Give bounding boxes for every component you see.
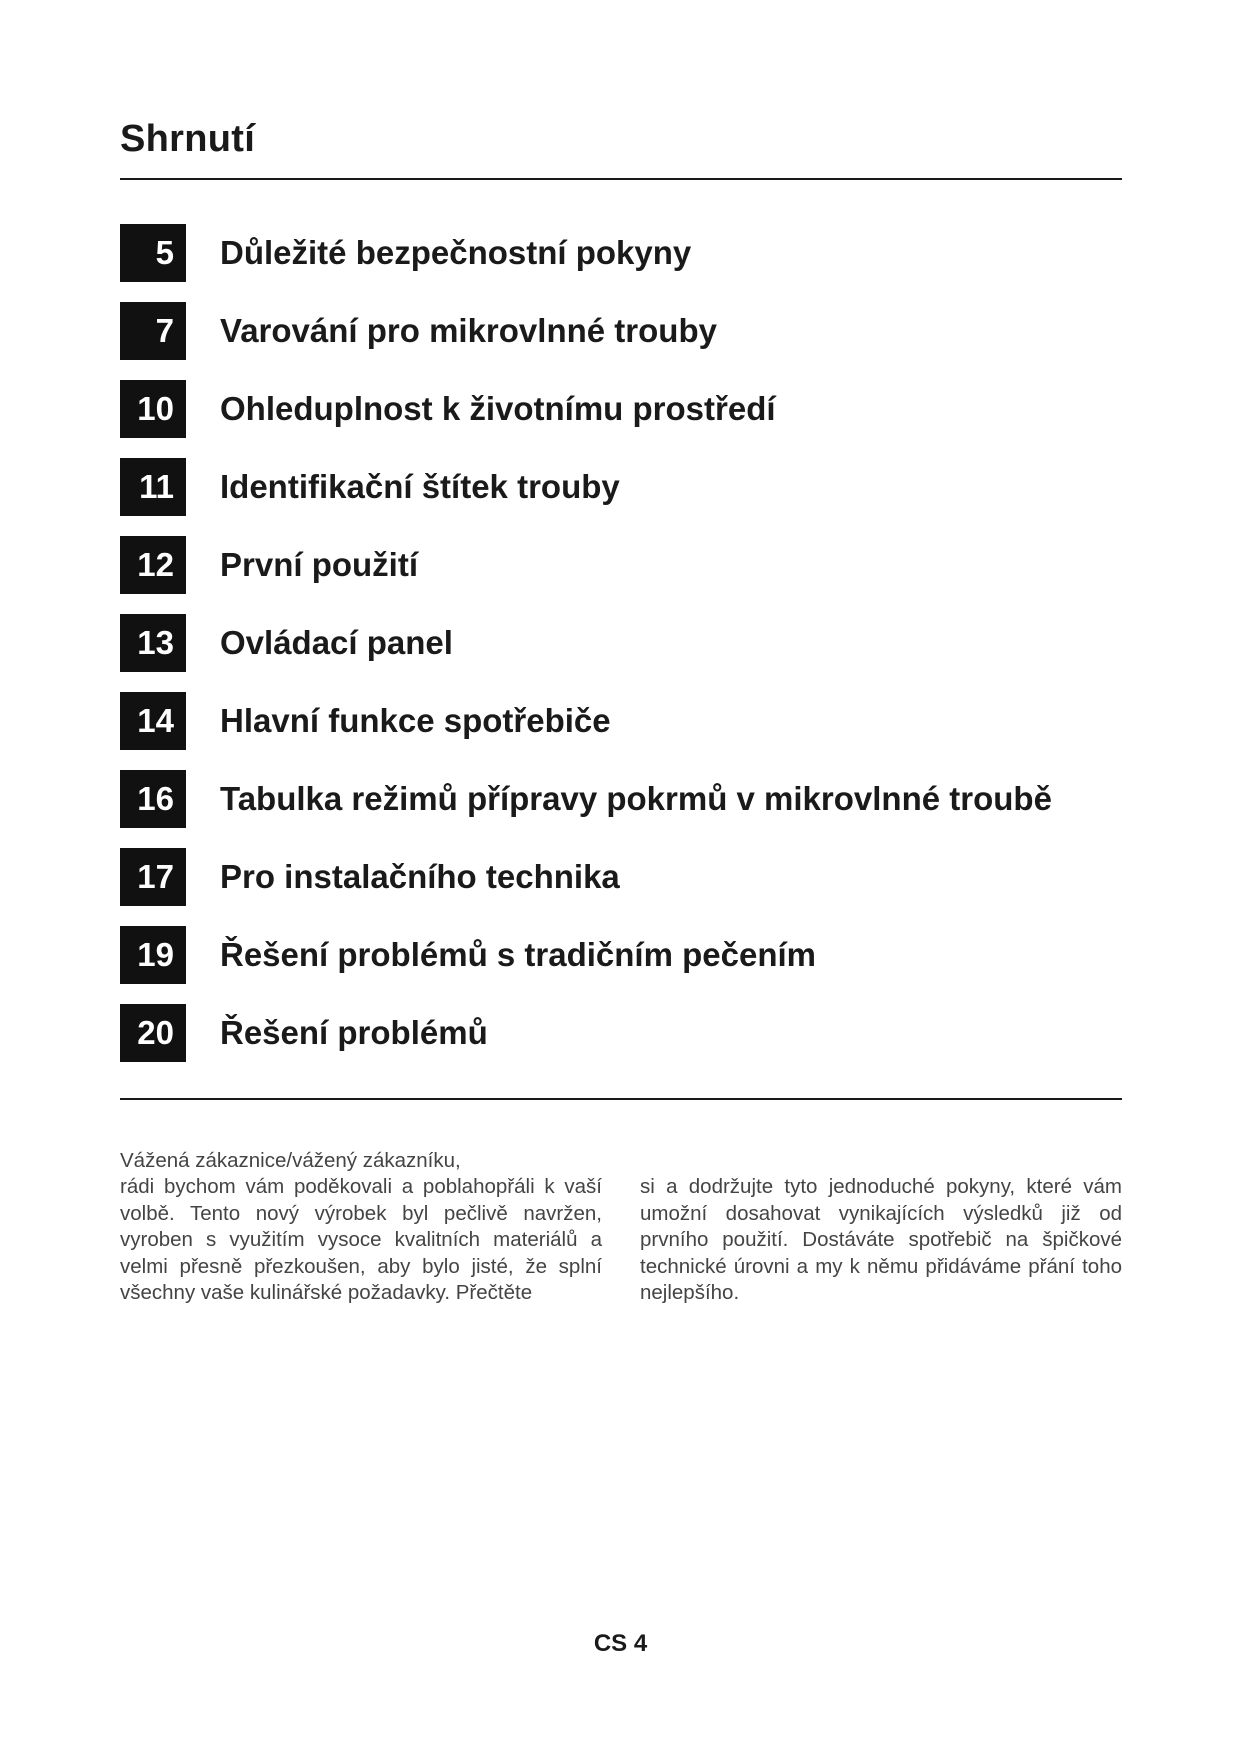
page-title: Shrnutí [120,118,256,160]
toc-page-number: 16 [120,770,186,828]
toc-entry[interactable] [120,458,1122,536]
toc-entry[interactable] [120,224,1122,302]
toc-entry-title: Pro instalačního technika [220,858,620,895]
toc-entry[interactable] [120,1004,1122,1082]
toc-page-number: 7 [120,302,186,360]
intro-section [120,1148,1122,1307]
page-footer: CS 4 [593,1630,648,1657]
toc-page-number: 11 [120,458,186,516]
toc-entry-title: Řešení problémů [220,1014,488,1051]
intro-text-left: rádi bychom vám poděkovali a poblahopřáli k vaší volbě. Tento nový výrobek byl pečlivě navržen, vyroben s využitím vysoce kvalitních materiálů a velmi přesně přezkoušen, aby bylo jisté, že splní všechny vaše kulinářské požadavky. Přečtěte [120,1175,602,1304]
toc-entry[interactable] [120,848,1122,926]
toc-page-number: 14 [120,692,186,750]
toc-entry-title: Identifikační štítek trouby [220,468,620,505]
toc-entry[interactable] [120,380,1122,458]
greeting: Vážená zákaznice/vážený zákazníku, [120,1149,461,1172]
toc-entry-title: Tabulka režimů přípravy pokrmů v mikrovlnné troubě [220,780,1052,817]
toc-entry-title: První použití [220,546,418,583]
toc-page-number: 5 [120,224,186,282]
toc-page-number: 10 [120,380,186,438]
intro-text-right: si a dodržujte tyto jednoduché pokyny, které vám umožní dosahovat vynikajících výsledků již od prvního použití. Dostáváte spotřebič na špičkové technické úrovni a my k němu přidáváme přání toho nejlepšího. [640,1175,1122,1304]
toc-entry-title: Varování pro mikrovlnné trouby [220,312,717,349]
toc-entry[interactable] [120,770,1122,848]
toc-entry-title: Ohleduplnost k životnímu prostředí [220,390,776,427]
toc-entry-title: Hlavní funkce spotřebiče [220,702,611,739]
toc-page-number: 20 [120,1004,186,1062]
intro-columns [120,1174,1122,1307]
toc-entry-title: Řešení problémů s tradičním pečením [220,936,816,973]
toc-entry[interactable] [120,692,1122,770]
toc-page-number: 17 [120,848,186,906]
top-divider [120,178,1122,180]
toc-entry-title: Důležité bezpečnostní pokyny [220,234,692,271]
toc-entry[interactable] [120,614,1122,692]
toc-page-number: 12 [120,536,186,594]
toc-entry[interactable] [120,302,1122,380]
toc-page-number: 13 [120,614,186,672]
toc-entry-title: Ovládací panel [220,624,453,661]
bottom-divider [120,1098,1122,1100]
table-of-contents [120,224,1122,1082]
toc-page-number: 19 [120,926,186,984]
toc-entry[interactable] [120,536,1122,614]
toc-entry[interactable] [120,926,1122,1004]
